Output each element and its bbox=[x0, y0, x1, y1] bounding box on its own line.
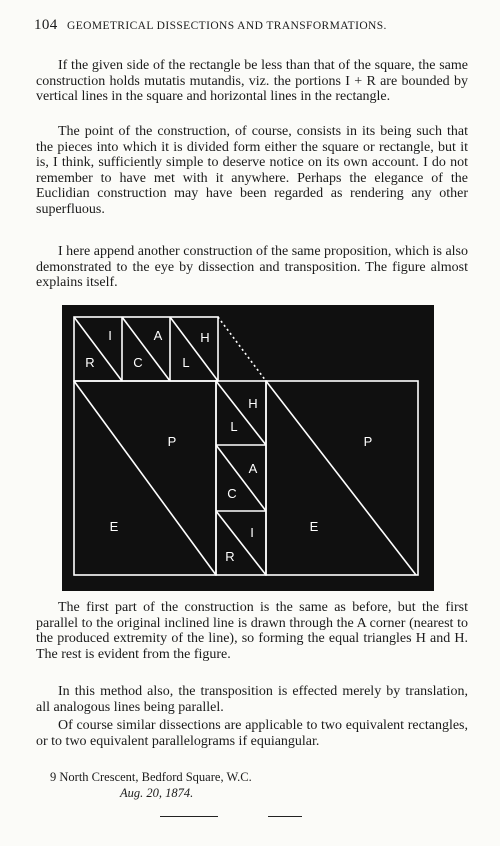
page-number: 104 bbox=[34, 17, 58, 33]
label-P-right: P bbox=[363, 434, 373, 449]
label-C-mid: C bbox=[227, 486, 237, 501]
label-C-top: C bbox=[133, 355, 143, 370]
paragraph-3: I here append another construction of the same proposition, which is also demonstrated to the eye by dissection and transposition. The figure almost explains itself. bbox=[36, 244, 468, 291]
dissection-diagram bbox=[62, 305, 434, 591]
label-L-mid: L bbox=[230, 419, 238, 434]
label-L-top: L bbox=[182, 355, 190, 370]
closing-rule bbox=[268, 816, 302, 817]
author-address: 9 North Crescent, Bedford Square, W.C. bbox=[50, 770, 252, 784]
paragraph-4: The first part of the construction is the same as before, but the first parallel to the original inclined line is drawn through the A corner (nearest to the produced extremity of the line), so forming the equal triangles H and H. The rest is evident from the figure. bbox=[36, 600, 468, 662]
label-E-right: E bbox=[309, 519, 319, 534]
label-R-mid: R bbox=[225, 549, 235, 564]
paragraph-1: If the given side of the rectangle be less than that of the square, the same construction holds mutatis mutandis, viz. the portions I + R are bounded by vertical lines in the square and horizontal lines in the rectangle. bbox=[36, 58, 468, 105]
label-A-mid: A bbox=[248, 461, 258, 476]
running-header bbox=[34, 17, 444, 34]
label-H-top: H bbox=[200, 330, 210, 345]
label-E-left: E bbox=[109, 519, 119, 534]
paragraph-2: The point of the construction, of course, consists in its being such that the pieces into which it is divided form either the square or rectangle, but it is, I think, sufficiently simple to deserve notice on its own account. I do not remember to have met with it anywhere. Perhaps the elegance of the Euclidian construction may have been regarded as rendering any other superfluous. bbox=[36, 124, 468, 217]
closing-rule bbox=[160, 816, 218, 817]
label-I-top: I bbox=[108, 328, 112, 343]
label-I-mid: I bbox=[250, 525, 254, 540]
figure-background bbox=[62, 305, 434, 591]
label-R-top: R bbox=[85, 355, 95, 370]
running-title: GEOMETRICAL DISSECTIONS AND TRANSFORMATIONS. bbox=[66, 20, 387, 32]
paragraph-5: In this method also, the transposition is effected merely by translation, all analogous lines being parallel. bbox=[36, 684, 468, 715]
label-H-mid: H bbox=[248, 396, 258, 411]
letter-date: Aug. 20, 1874. bbox=[120, 786, 194, 800]
label-P-left: P bbox=[167, 434, 177, 449]
dissection-figure bbox=[62, 305, 434, 591]
paragraph-6: Of course similar dissections are applicable to two equivalent rectangles, or to two equivalent parallelograms if equiangular. bbox=[36, 718, 468, 749]
label-A-top: A bbox=[153, 328, 163, 343]
